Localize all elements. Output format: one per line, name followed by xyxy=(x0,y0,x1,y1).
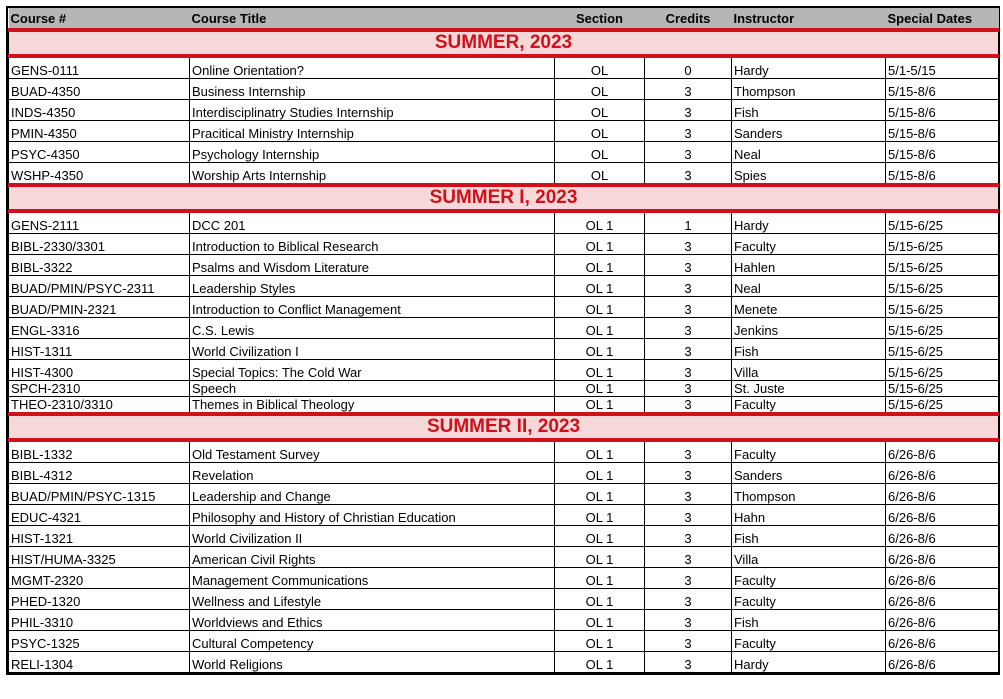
course-code-cell: HIST-1321 xyxy=(9,526,190,547)
course-title-cell: Business Internship xyxy=(190,79,555,100)
section-cell: OL 1 xyxy=(555,568,645,589)
instructor-cell: Fish xyxy=(732,339,886,360)
course-title-cell: World Civilization I xyxy=(190,339,555,360)
special-dates-cell: 5/1-5/15 xyxy=(886,56,999,79)
special-dates-cell: 6/26-8/6 xyxy=(886,463,999,484)
table-row xyxy=(9,121,999,142)
table-row xyxy=(9,56,999,79)
instructor-cell: Neal xyxy=(732,276,886,297)
course-code-cell: GENS-0111 xyxy=(9,56,190,79)
header-section: Section xyxy=(555,8,645,30)
instructor-cell: Villa xyxy=(732,360,886,381)
term-title: SUMMER II, 2023 xyxy=(9,414,999,440)
instructor-cell: Faculty xyxy=(732,631,886,652)
table-row xyxy=(9,318,999,339)
course-title-cell: Revelation xyxy=(190,463,555,484)
section-cell: OL 1 xyxy=(555,234,645,255)
section-cell: OL 1 xyxy=(555,339,645,360)
course-title-cell: Pracitical Ministry Internship xyxy=(190,121,555,142)
section-cell: OL 1 xyxy=(555,440,645,463)
course-code-cell: EDUC-4321 xyxy=(9,505,190,526)
course-code-cell: GENS-2111 xyxy=(9,211,190,234)
table-row xyxy=(9,589,999,610)
course-title-cell: Psychology Internship xyxy=(190,142,555,163)
course-code-cell: PSYC-4350 xyxy=(9,142,190,163)
special-dates-cell: 5/15-8/6 xyxy=(886,142,999,163)
credits-cell: 3 xyxy=(645,276,732,297)
section-cell: OL xyxy=(555,100,645,121)
table-row xyxy=(9,463,999,484)
special-dates-cell: 5/15-6/25 xyxy=(886,339,999,360)
section-cell: OL 1 xyxy=(555,397,645,415)
special-dates-cell: 5/15-6/25 xyxy=(886,297,999,318)
credits-cell: 3 xyxy=(645,339,732,360)
section-cell: OL 1 xyxy=(555,589,645,610)
credits-cell: 3 xyxy=(645,360,732,381)
instructor-cell: Faculty xyxy=(732,568,886,589)
credits-cell: 3 xyxy=(645,142,732,163)
section-cell: OL 1 xyxy=(555,381,645,397)
special-dates-cell: 6/26-8/6 xyxy=(886,484,999,505)
table-row xyxy=(9,526,999,547)
credits-cell: 3 xyxy=(645,100,732,121)
special-dates-cell: 5/15-8/6 xyxy=(886,79,999,100)
credits-cell: 3 xyxy=(645,652,732,673)
instructor-cell: Hahlen xyxy=(732,255,886,276)
credits-cell: 3 xyxy=(645,505,732,526)
instructor-cell: Fish xyxy=(732,610,886,631)
credits-cell: 3 xyxy=(645,163,732,186)
credits-cell: 3 xyxy=(645,318,732,339)
table-row xyxy=(9,255,999,276)
section-cell: OL xyxy=(555,142,645,163)
course-title-cell: Leadership Styles xyxy=(190,276,555,297)
course-code-cell: PHED-1320 xyxy=(9,589,190,610)
course-title-cell: Old Testament Survey xyxy=(190,440,555,463)
instructor-cell: Hardy xyxy=(732,211,886,234)
special-dates-cell: 5/15-6/25 xyxy=(886,211,999,234)
course-code-cell: HIST-4300 xyxy=(9,360,190,381)
course-title-cell: DCC 201 xyxy=(190,211,555,234)
section-cell: OL 1 xyxy=(555,547,645,568)
course-code-cell: PHIL-3310 xyxy=(9,610,190,631)
course-code-cell: BIBL-3322 xyxy=(9,255,190,276)
course-code-cell: MGMT-2320 xyxy=(9,568,190,589)
instructor-cell: Faculty xyxy=(732,234,886,255)
instructor-cell: Thompson xyxy=(732,484,886,505)
special-dates-cell: 5/15-6/25 xyxy=(886,360,999,381)
instructor-cell: Fish xyxy=(732,100,886,121)
special-dates-cell: 6/26-8/6 xyxy=(886,610,999,631)
special-dates-cell: 6/26-8/6 xyxy=(886,652,999,673)
course-code-cell: WSHP-4350 xyxy=(9,163,190,186)
instructor-cell: Thompson xyxy=(732,79,886,100)
table-row xyxy=(9,211,999,234)
schedule-table xyxy=(8,8,999,673)
table-row xyxy=(9,484,999,505)
table-row xyxy=(9,505,999,526)
section-cell: OL xyxy=(555,56,645,79)
table-row xyxy=(9,397,999,415)
section-cell: OL xyxy=(555,163,645,186)
course-code-cell: RELI-1304 xyxy=(9,652,190,673)
term-header-row xyxy=(9,30,999,56)
table-row xyxy=(9,652,999,673)
credits-cell: 3 xyxy=(645,440,732,463)
instructor-cell: Sanders xyxy=(732,121,886,142)
course-title-cell: Introduction to Conflict Management xyxy=(190,297,555,318)
course-title-cell: Wellness and Lifestyle xyxy=(190,589,555,610)
course-title-cell: Speech xyxy=(190,381,555,397)
special-dates-cell: 5/15-8/6 xyxy=(886,100,999,121)
special-dates-cell: 5/15-6/25 xyxy=(886,234,999,255)
table-row xyxy=(9,297,999,318)
header-row xyxy=(9,8,999,30)
term-header-row xyxy=(9,414,999,440)
header-instructor: Instructor xyxy=(732,8,886,30)
special-dates-cell: 5/15-6/25 xyxy=(886,397,999,415)
credits-cell: 3 xyxy=(645,610,732,631)
special-dates-cell: 6/26-8/6 xyxy=(886,440,999,463)
instructor-cell: Hahn xyxy=(732,505,886,526)
credits-cell: 3 xyxy=(645,484,732,505)
course-code-cell: BIBL-4312 xyxy=(9,463,190,484)
course-code-cell: PSYC-1325 xyxy=(9,631,190,652)
section-cell: OL 1 xyxy=(555,360,645,381)
section-cell: OL xyxy=(555,121,645,142)
section-cell: OL 1 xyxy=(555,610,645,631)
special-dates-cell: 6/26-8/6 xyxy=(886,568,999,589)
credits-cell: 3 xyxy=(645,463,732,484)
instructor-cell: Sanders xyxy=(732,463,886,484)
credits-cell: 3 xyxy=(645,255,732,276)
instructor-cell: Faculty xyxy=(732,589,886,610)
credits-cell: 3 xyxy=(645,547,732,568)
credits-cell: 3 xyxy=(645,381,732,397)
table-row xyxy=(9,381,999,397)
section-cell: OL 1 xyxy=(555,484,645,505)
table-row xyxy=(9,360,999,381)
course-code-cell: THEO-2310/3310 xyxy=(9,397,190,415)
section-cell: OL 1 xyxy=(555,318,645,339)
course-title-cell: Interdisciplinatry Studies Internship xyxy=(190,100,555,121)
schedule-body xyxy=(9,30,999,673)
table-row xyxy=(9,547,999,568)
header-credits: Credits xyxy=(645,8,732,30)
instructor-cell: Faculty xyxy=(732,397,886,415)
table-row xyxy=(9,276,999,297)
section-cell: OL 1 xyxy=(555,631,645,652)
course-code-cell: BUAD/PMIN-2321 xyxy=(9,297,190,318)
course-title-cell: Leadership and Change xyxy=(190,484,555,505)
credits-cell: 3 xyxy=(645,631,732,652)
course-schedule xyxy=(6,6,1000,675)
course-code-cell: BIBL-2330/3301 xyxy=(9,234,190,255)
header-dates: Special Dates xyxy=(886,8,999,30)
section-cell: OL 1 xyxy=(555,652,645,673)
course-title-cell: C.S. Lewis xyxy=(190,318,555,339)
table-row xyxy=(9,100,999,121)
credits-cell: 3 xyxy=(645,526,732,547)
credits-cell: 3 xyxy=(645,234,732,255)
course-code-cell: BUAD-4350 xyxy=(9,79,190,100)
table-row xyxy=(9,440,999,463)
instructor-cell: Menete xyxy=(732,297,886,318)
credits-cell: 3 xyxy=(645,589,732,610)
special-dates-cell: 5/15-6/25 xyxy=(886,318,999,339)
instructor-cell: Faculty xyxy=(732,440,886,463)
course-title-cell: Worldviews and Ethics xyxy=(190,610,555,631)
credits-cell: 3 xyxy=(645,79,732,100)
table-row xyxy=(9,568,999,589)
credits-cell: 3 xyxy=(645,297,732,318)
instructor-cell: Hardy xyxy=(732,652,886,673)
course-title-cell: Introduction to Biblical Research xyxy=(190,234,555,255)
course-code-cell: HIST/HUMA-3325 xyxy=(9,547,190,568)
table-row xyxy=(9,339,999,360)
instructor-cell: Hardy xyxy=(732,56,886,79)
course-code-cell: INDS-4350 xyxy=(9,100,190,121)
section-cell: OL 1 xyxy=(555,297,645,318)
table-row xyxy=(9,234,999,255)
term-title: SUMMER I, 2023 xyxy=(9,185,999,211)
table-row xyxy=(9,79,999,100)
special-dates-cell: 6/26-8/6 xyxy=(886,631,999,652)
section-cell: OL 1 xyxy=(555,505,645,526)
course-code-cell: BIBL-1332 xyxy=(9,440,190,463)
section-cell: OL 1 xyxy=(555,463,645,484)
section-cell: OL xyxy=(555,79,645,100)
instructor-cell: Neal xyxy=(732,142,886,163)
table-row xyxy=(9,142,999,163)
table-row xyxy=(9,631,999,652)
course-title-cell: World Civilization II xyxy=(190,526,555,547)
course-code-cell: BUAD/PMIN/PSYC-1315 xyxy=(9,484,190,505)
special-dates-cell: 6/26-8/6 xyxy=(886,589,999,610)
special-dates-cell: 5/15-8/6 xyxy=(886,163,999,186)
course-title-cell: American Civil Rights xyxy=(190,547,555,568)
instructor-cell: Spies xyxy=(732,163,886,186)
credits-cell: 3 xyxy=(645,397,732,415)
special-dates-cell: 6/26-8/6 xyxy=(886,547,999,568)
credits-cell: 1 xyxy=(645,211,732,234)
course-code-cell: PMIN-4350 xyxy=(9,121,190,142)
course-title-cell: Cultural Competency xyxy=(190,631,555,652)
header-course: Course # xyxy=(9,8,190,30)
special-dates-cell: 6/26-8/6 xyxy=(886,505,999,526)
special-dates-cell: 6/26-8/6 xyxy=(886,526,999,547)
course-code-cell: BUAD/PMIN/PSYC-2311 xyxy=(9,276,190,297)
course-code-cell: SPCH-2310 xyxy=(9,381,190,397)
instructor-cell: St. Juste xyxy=(732,381,886,397)
course-title-cell: Themes in Biblical Theology xyxy=(190,397,555,415)
course-title-cell: Special Topics: The Cold War xyxy=(190,360,555,381)
course-title-cell: Philosophy and History of Christian Education xyxy=(190,505,555,526)
course-title-cell: Worship Arts Internship xyxy=(190,163,555,186)
course-title-cell: Psalms and Wisdom Literature xyxy=(190,255,555,276)
credits-cell: 3 xyxy=(645,121,732,142)
table-row xyxy=(9,610,999,631)
course-title-cell: Online Orientation? xyxy=(190,56,555,79)
course-code-cell: HIST-1311 xyxy=(9,339,190,360)
course-title-cell: World Religions xyxy=(190,652,555,673)
header-title: Course Title xyxy=(190,8,555,30)
course-title-cell: Management Communications xyxy=(190,568,555,589)
section-cell: OL 1 xyxy=(555,255,645,276)
section-cell: OL 1 xyxy=(555,276,645,297)
section-cell: OL 1 xyxy=(555,211,645,234)
instructor-cell: Jenkins xyxy=(732,318,886,339)
term-title: SUMMER, 2023 xyxy=(9,30,999,56)
special-dates-cell: 5/15-6/25 xyxy=(886,381,999,397)
special-dates-cell: 5/15-8/6 xyxy=(886,121,999,142)
credits-cell: 0 xyxy=(645,56,732,79)
instructor-cell: Fish xyxy=(732,526,886,547)
course-code-cell: ENGL-3316 xyxy=(9,318,190,339)
table-row xyxy=(9,163,999,186)
section-cell: OL 1 xyxy=(555,526,645,547)
credits-cell: 3 xyxy=(645,568,732,589)
special-dates-cell: 5/15-6/25 xyxy=(886,255,999,276)
instructor-cell: Villa xyxy=(732,547,886,568)
special-dates-cell: 5/15-6/25 xyxy=(886,276,999,297)
term-header-row xyxy=(9,185,999,211)
